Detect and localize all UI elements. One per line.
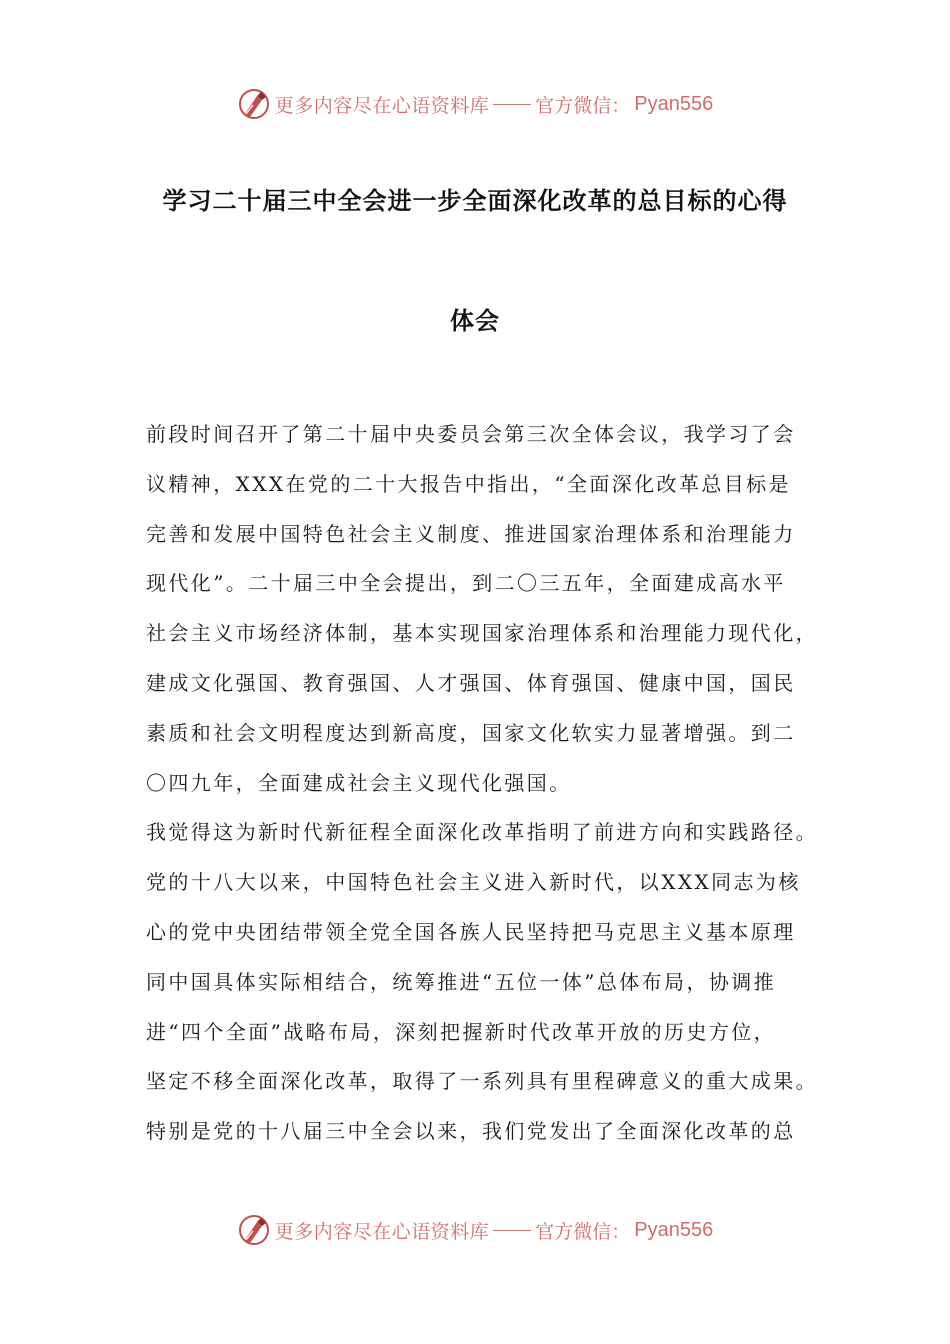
body-line: 现代化”。二十届三中全会提出，到二〇三五年，全面建成高水平 (146, 571, 786, 596)
banner-account-id: Pyan556 (634, 92, 714, 115)
banner-wechat-label: 官方微信： (535, 94, 631, 117)
header-banner (0, 84, 950, 124)
pen-nib-logo-icon (237, 87, 271, 121)
body-line: 素质和社会文明程度达到新高度，国家文化软实力显著增强。到二 (146, 720, 796, 745)
body-line: 进“四个全面”战略布局，深刻把握新时代改革开放的历史方位， (146, 1019, 777, 1044)
body-line: 同中国具体实际相结合，统筹推进“五位一体”总体布局，协调推 (146, 969, 777, 994)
banner-brand-text: 更多内容尽在心语资料库 (274, 1220, 490, 1243)
body-line: 〇四九年，全面建成社会主义现代化强国。 (146, 770, 572, 795)
banner-divider (493, 1230, 531, 1231)
body-line: 特别是党的十八届三中全会以来，我们党发出了全面深化改革的总 (146, 1119, 796, 1144)
banner-account-id: Pyan556 (634, 1218, 714, 1241)
body-line: 我觉得这为新时代新征程全面深化改革指明了前进方向和实践路径。 (146, 820, 818, 845)
footer-banner (0, 1210, 950, 1250)
body-line: 坚定不移全面深化改革，取得了一系列具有里程碑意义的重大成果。 (146, 1069, 818, 1094)
banner-divider (493, 104, 531, 105)
body-line: 前段时间召开了第二十届中央委员会第三次全体会议，我学习了会 (146, 422, 796, 446)
body-line: 议精神，XXX在党的二十大报告中指出，“全面深化改革总目标是 (146, 471, 791, 496)
document-title-line-2: 体会 (450, 307, 500, 335)
body-line: 完善和发展中国特色社会主义制度、推进国家治理体系和治理能力 (146, 521, 796, 546)
pen-nib-logo-icon (237, 1213, 271, 1247)
banner-wechat-label: 官方微信： (535, 1220, 631, 1243)
document-title-line-1: 学习二十届三中全会进一步全面深化改革的总目标的心得 (162, 187, 788, 215)
body-line: 心的党中央团结带领全党全国各族人民坚持把马克思主义基本原理 (146, 919, 796, 944)
banner-brand-text: 更多内容尽在心语资料库 (274, 94, 490, 117)
body-line: 社会主义市场经济体制，基本实现国家治理体系和治理能力现代化， (146, 621, 818, 646)
body-line: 党的十八大以来，中国特色社会主义进入新时代，以XXX同志为核 (146, 870, 801, 895)
document-body (146, 418, 816, 1165)
body-line: 建成文化强国、教育强国、人才强国、体育强国、健康中国，国民 (146, 670, 796, 695)
